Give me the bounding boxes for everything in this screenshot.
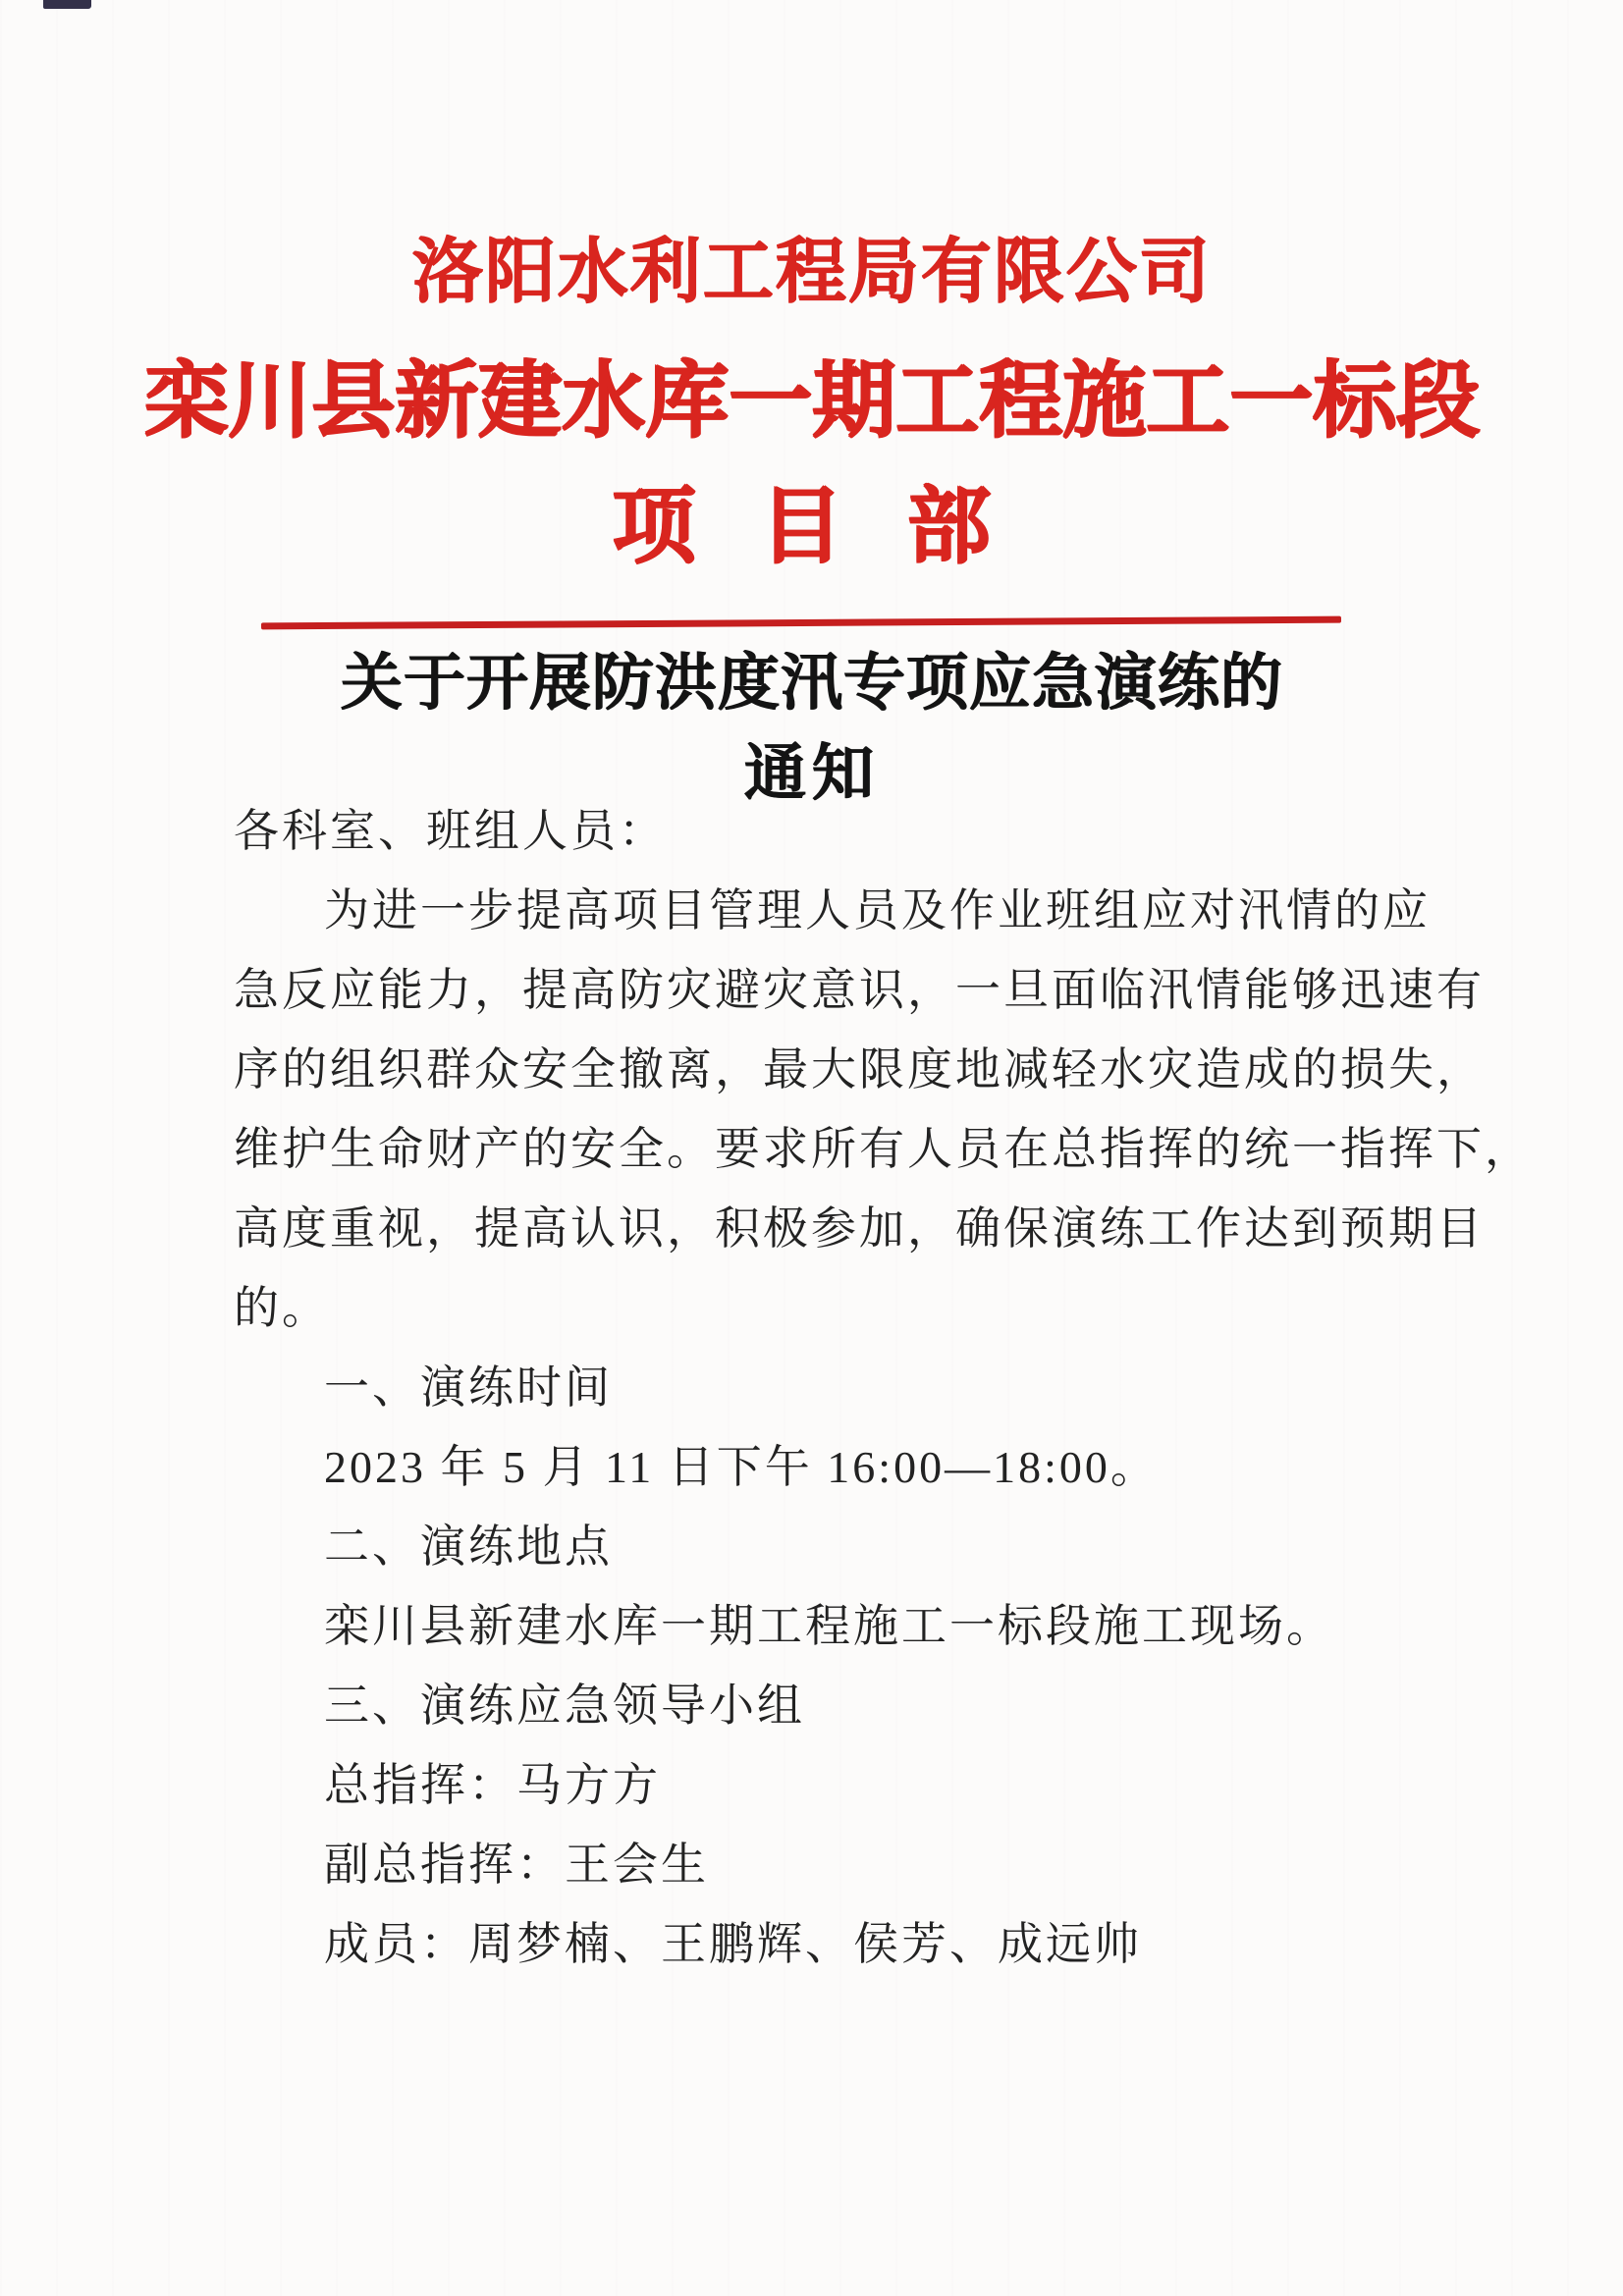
paragraph-line: 维护生命财产的安全。要求所有人员在总指挥的统一指挥下，	[234, 1124, 1533, 1174]
paragraph-line: 急反应能力，提高防灾避灾意识，一旦面临汛情能够迅速有	[234, 965, 1485, 1015]
company-name: 洛阳水利工程局有限公司	[411, 233, 1212, 311]
salutation: 各科室、班组人员：	[234, 806, 667, 856]
red-divider-line	[261, 616, 1341, 630]
scan-artifact-mark	[43, 0, 91, 9]
section-heading-leading-group: 三、演练应急领导小组	[324, 1681, 805, 1731]
department-name: 项 目 部	[611, 481, 1012, 573]
deputy-commander-line: 副总指挥：王会生	[324, 1840, 709, 1890]
notice-body	[234, 803, 1533, 1996]
paragraph-line: 高度重视，提高认识，积极参加，确保演练工作达到预期目	[234, 1203, 1485, 1254]
section-heading-drill-time: 一、演练时间	[324, 1362, 613, 1413]
project-name: 栾川县新建水库一期工程施工一标段	[143, 355, 1480, 448]
paragraph-line: 为进一步提高项目管理人员及作业班组应对汛情的应	[324, 885, 1431, 935]
section-heading-drill-location: 二、演练地点	[324, 1522, 613, 1572]
chief-commander-line: 总指挥：马方方	[324, 1760, 661, 1810]
notice-title-line2: 通知	[743, 739, 880, 808]
drill-location-value: 栾川县新建水库一期工程施工一标段施工现场。	[324, 1601, 1334, 1651]
members-line: 成员：周梦楠、王鹏辉、侯芳、成远帅	[324, 1919, 1142, 1969]
notice-title-line1: 关于开展防洪度汛专项应急演练的	[340, 649, 1283, 718]
paragraph-line: 序的组织群众安全撤离，最大限度地减轻水灾造成的损失，	[234, 1044, 1485, 1095]
paragraph-line: 的。	[234, 1283, 330, 1333]
drill-time-value: 2023 年 5 月 11 日下午 16:00—18:00。	[324, 1442, 1159, 1492]
